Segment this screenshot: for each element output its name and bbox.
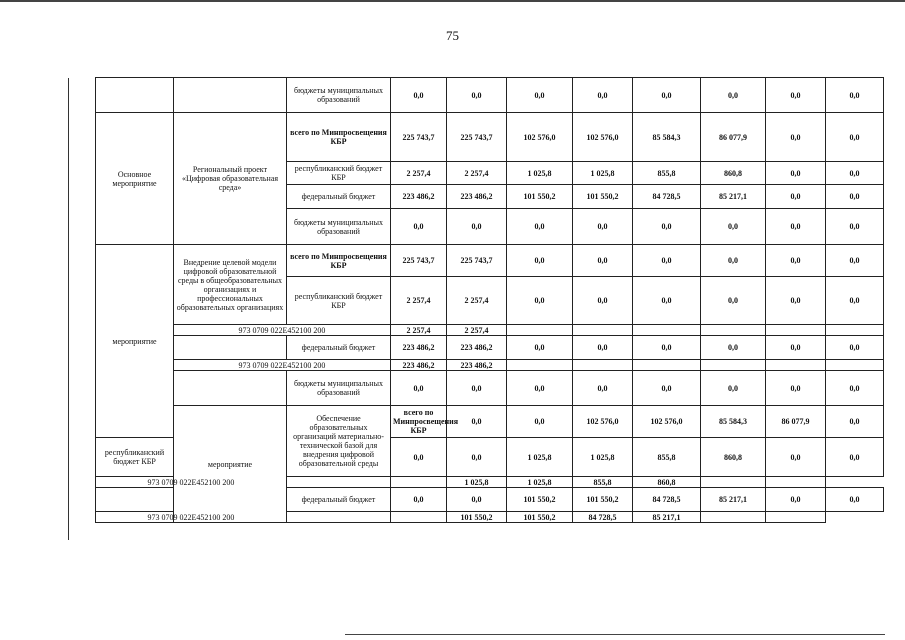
value-cell: 223 486,2 [447, 185, 507, 209]
value-cell: 0,0 [633, 336, 701, 360]
value-cell: 0,0 [573, 209, 633, 245]
value-cell: 0,0 [447, 438, 507, 477]
value-cell: 223 486,2 [391, 336, 447, 360]
name-cell [174, 336, 287, 360]
source-cell: бюджеты муниципальных образований [287, 371, 391, 406]
table-row [96, 325, 884, 336]
value-cell: 0,0 [826, 277, 884, 325]
value-cell: 0,0 [507, 406, 573, 438]
name-cell [174, 371, 287, 406]
name-cell [174, 78, 287, 113]
value-cell: 0,0 [826, 78, 884, 113]
table-row [96, 512, 884, 523]
value-cell: 0,0 [766, 245, 826, 277]
value-cell: 0,0 [391, 209, 447, 245]
value-cell: 0,0 [766, 113, 826, 162]
name-cell: Обеспечение образовательных организаций материально-технической базой для внедрения цифровой образовательной среды [287, 406, 391, 477]
value-cell: 0,0 [447, 406, 507, 438]
value-cell: 0,0 [701, 277, 766, 325]
source-cell: бюджеты муниципальных образований [287, 209, 391, 245]
value-cell: 84 728,5 [573, 512, 633, 523]
value-cell: 0,0 [391, 371, 447, 406]
type-cell: Основное мероприятие [96, 113, 174, 245]
value-cell: 84 728,5 [633, 488, 701, 512]
value-cell: 0,0 [573, 245, 633, 277]
value-cell: 855,8 [633, 162, 701, 185]
value-cell: 2 257,4 [447, 325, 507, 336]
value-cell: 0,0 [766, 488, 826, 512]
value-cell: 0,0 [826, 438, 884, 477]
value-cell: 0,0 [766, 209, 826, 245]
value-cell: 102 576,0 [573, 113, 633, 162]
budget-code: 973 0709 022Е452100 200 [96, 512, 287, 523]
type-cell [96, 78, 174, 113]
name-cell [96, 488, 174, 512]
value-cell: 0,0 [447, 488, 507, 512]
value-cell: 0,0 [507, 78, 573, 113]
value-cell: 860,8 [701, 162, 766, 185]
value-cell: 1 025,8 [573, 162, 633, 185]
value-cell: 85 217,1 [701, 185, 766, 209]
value-cell: 2 257,4 [447, 162, 507, 185]
value-cell: 0,0 [766, 185, 826, 209]
value-cell: 101 550,2 [507, 185, 573, 209]
value-cell: 102 576,0 [573, 406, 633, 438]
value-cell: 101 550,2 [573, 488, 633, 512]
table-row [96, 113, 884, 162]
value-cell: 1 025,8 [507, 438, 573, 477]
value-cell: 0,0 [447, 209, 507, 245]
table-row [96, 406, 884, 438]
value-cell: 0,0 [826, 209, 884, 245]
value-cell: 101 550,2 [507, 512, 573, 523]
value-cell: 2 257,4 [391, 325, 447, 336]
value-cell: 0,0 [391, 488, 447, 512]
table-row [96, 371, 884, 406]
value-cell: 101 550,2 [447, 512, 507, 523]
value-cell: 0,0 [507, 371, 573, 406]
value-cell: 1 025,8 [507, 477, 573, 488]
value-cell: 223 486,2 [391, 185, 447, 209]
value-cell: 85 584,3 [701, 406, 766, 438]
value-cell: 225 743,7 [391, 113, 447, 162]
value-cell: 0,0 [507, 245, 573, 277]
value-cell: 225 743,7 [447, 113, 507, 162]
source-cell: республиканский бюджет КБР [287, 277, 391, 325]
value-cell: 855,8 [633, 438, 701, 477]
source-cell: республиканский бюджет КБР [96, 438, 174, 477]
value-cell: 1 025,8 [447, 477, 507, 488]
budget-table [95, 77, 884, 523]
value-cell: 0,0 [766, 371, 826, 406]
left-margin-line [68, 78, 69, 540]
value-cell: 0,0 [766, 277, 826, 325]
value-cell: 0,0 [447, 78, 507, 113]
value-cell: 1 025,8 [573, 438, 633, 477]
value-cell: 0,0 [826, 162, 884, 185]
value-cell: 223 486,2 [447, 360, 507, 371]
budget-code: 973 0709 022Е452100 200 [96, 477, 287, 488]
value-cell: 0,0 [701, 78, 766, 113]
value-cell: 855,8 [573, 477, 633, 488]
value-cell: 0,0 [573, 336, 633, 360]
value-cell: 0,0 [507, 277, 573, 325]
type-cell: мероприятие [96, 245, 174, 438]
type-cell: мероприятие [174, 406, 287, 523]
value-cell: 0,0 [633, 245, 701, 277]
value-cell: 0,0 [826, 406, 884, 438]
source-cell: всего по Минпросвещения КБР [287, 113, 391, 162]
value-cell: 0,0 [633, 209, 701, 245]
value-cell: 85 584,3 [633, 113, 701, 162]
value-cell: 223 486,2 [447, 336, 507, 360]
page-number: 75 [446, 28, 459, 43]
source-cell: всего по Минпросвещения КБР [287, 245, 391, 277]
value-cell: 0,0 [507, 209, 573, 245]
source-cell: федеральный бюджет [287, 488, 391, 512]
value-cell: 0,0 [633, 78, 701, 113]
value-cell: 0,0 [766, 336, 826, 360]
value-cell: 0,0 [507, 336, 573, 360]
value-cell: 0,0 [826, 336, 884, 360]
value-cell: 101 550,2 [573, 185, 633, 209]
value-cell: 85 217,1 [701, 488, 766, 512]
value-cell: 0,0 [766, 78, 826, 113]
value-cell: 101 550,2 [507, 488, 573, 512]
value-cell: 102 576,0 [507, 113, 573, 162]
value-cell: 0,0 [826, 185, 884, 209]
value-cell: 0,0 [573, 371, 633, 406]
source-cell: республиканский бюджет КБР [287, 162, 391, 185]
value-cell: 0,0 [701, 336, 766, 360]
value-cell: 0,0 [391, 438, 447, 477]
source-cell: федеральный бюджет [287, 185, 391, 209]
name-cell: Региональный проект «Цифровая образовательная среда» [174, 113, 287, 245]
value-cell: 0,0 [391, 78, 447, 113]
value-cell: 86 077,9 [701, 113, 766, 162]
value-cell: 0,0 [447, 371, 507, 406]
table-row [96, 78, 884, 113]
value-cell: 860,8 [701, 438, 766, 477]
value-cell: 860,8 [633, 477, 701, 488]
value-cell: 0,0 [826, 113, 884, 162]
value-cell: 0,0 [633, 371, 701, 406]
value-cell: 225 743,7 [391, 245, 447, 277]
value-cell: 2 257,4 [447, 277, 507, 325]
source-cell: федеральный бюджет [287, 336, 391, 360]
value-cell: 0,0 [701, 209, 766, 245]
value-cell: 0,0 [573, 277, 633, 325]
bottom-rule [345, 634, 885, 635]
value-cell: 0,0 [573, 78, 633, 113]
name-cell: Внедрение целевой модели цифровой образовательной среды в общеобразовательных организациях и профессиональных образовательных организациях [174, 245, 287, 325]
source-cell: всего по Минпросвещения КБР [391, 406, 447, 438]
value-cell: 0,0 [826, 488, 884, 512]
value-cell: 0,0 [701, 245, 766, 277]
table-row [96, 336, 884, 360]
value-cell: 225 743,7 [447, 245, 507, 277]
table-row [96, 360, 884, 371]
value-cell: 0,0 [633, 277, 701, 325]
value-cell: 0,0 [826, 371, 884, 406]
table-row [96, 477, 884, 488]
table-row [96, 245, 884, 277]
budget-code: 973 0709 022Е452100 200 [174, 325, 391, 336]
source-cell: бюджеты муниципальных образований [287, 78, 391, 113]
value-cell: 84 728,5 [633, 185, 701, 209]
value-cell: 0,0 [826, 245, 884, 277]
value-cell: 85 217,1 [633, 512, 701, 523]
value-cell: 86 077,9 [766, 406, 826, 438]
top-rule [0, 0, 905, 2]
value-cell: 0,0 [766, 438, 826, 477]
value-cell: 0,0 [766, 162, 826, 185]
value-cell: 223 486,2 [391, 360, 447, 371]
value-cell: 1 025,8 [507, 162, 573, 185]
value-cell: 2 257,4 [391, 162, 447, 185]
value-cell: 102 576,0 [633, 406, 701, 438]
value-cell: 2 257,4 [391, 277, 447, 325]
budget-code: 973 0709 022Е452100 200 [174, 360, 391, 371]
value-cell: 0,0 [701, 371, 766, 406]
